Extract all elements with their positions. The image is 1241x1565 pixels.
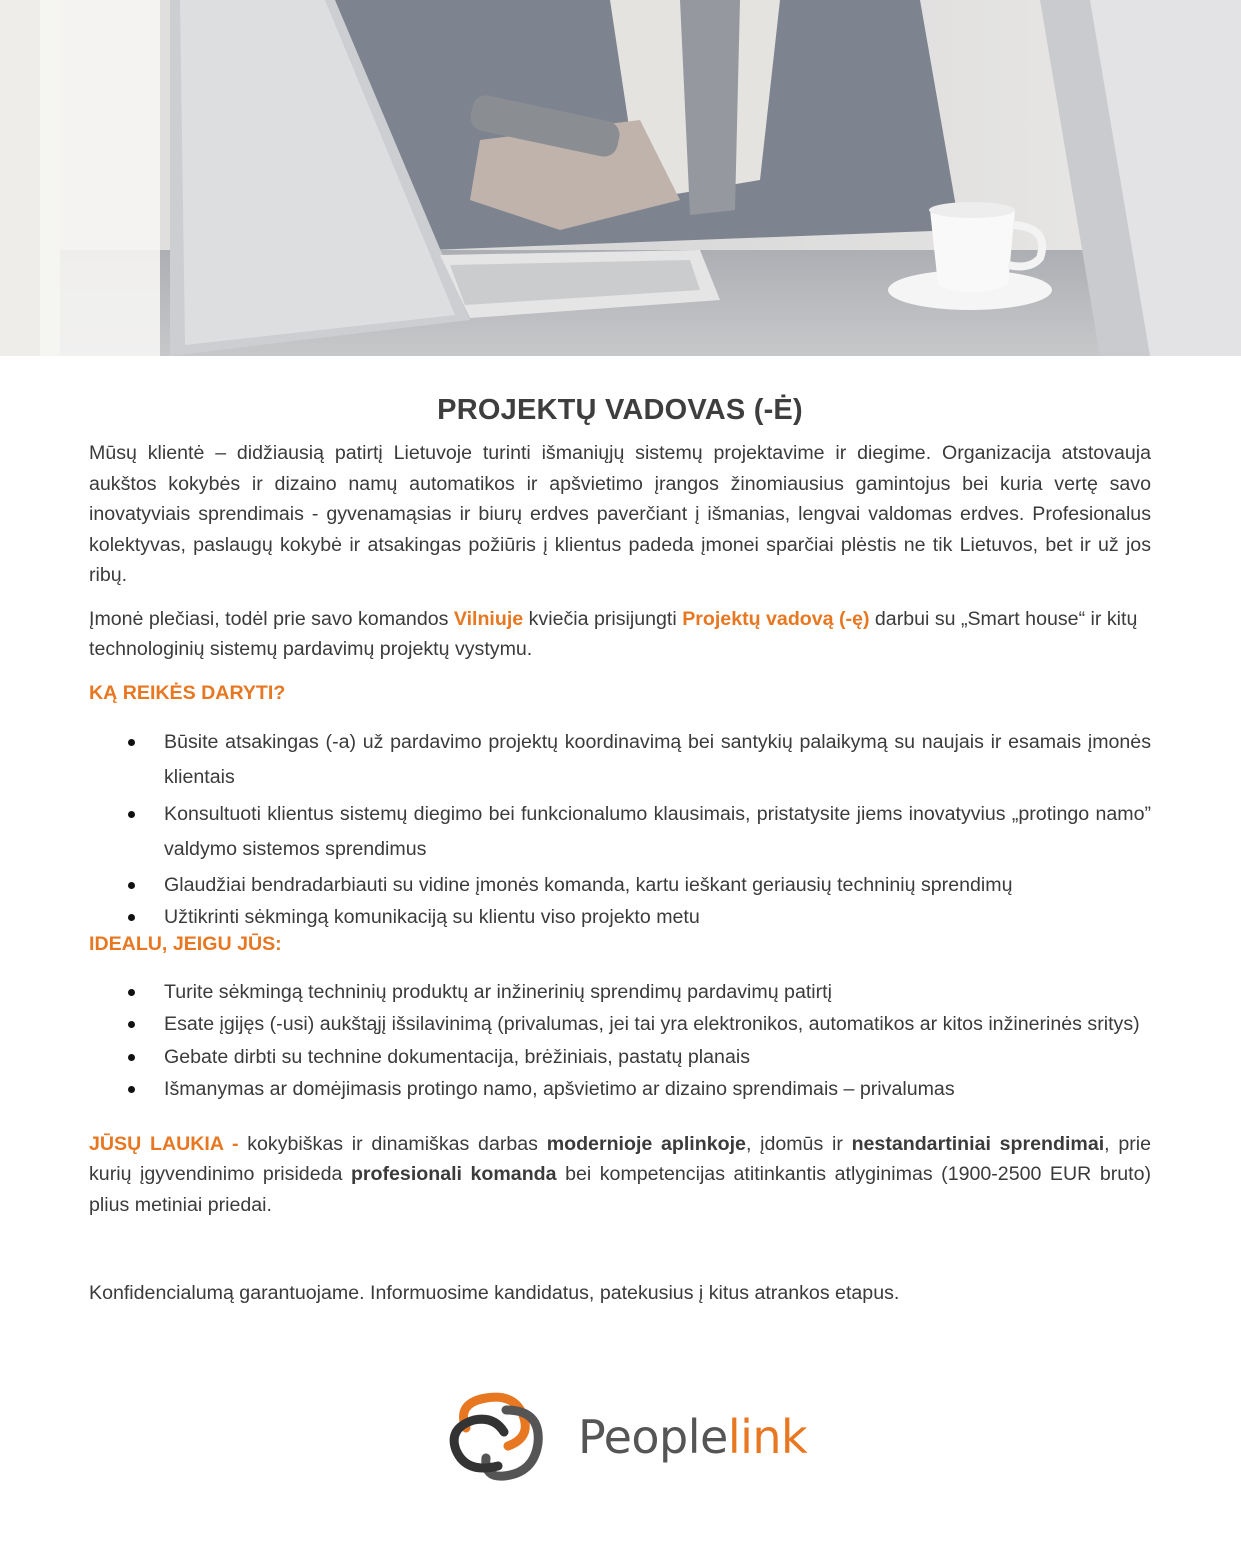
offer-text-3: , prie kurių įgyvendinimo prisideda <box>89 1132 1151 1185</box>
offer-lead: JŪSŲ LAUKIA - <box>89 1132 239 1155</box>
list-item <box>89 1009 1151 1040</box>
bullet-icon <box>128 882 135 889</box>
bullet-icon <box>128 1086 135 1093</box>
logo-text-main: People <box>578 1410 728 1464</box>
duties-list <box>89 725 1151 933</box>
bullet-icon <box>128 1054 135 1061</box>
bullet-icon <box>128 914 135 921</box>
list-item-text: Turite sėkmingą techninių produktų ar inžinerinių sprendimų pardavimų patirtį <box>164 980 832 1003</box>
bullet-icon <box>128 739 135 746</box>
list-item-text: Esate įgijęs (-usi) aukštąjį išsilavinimą (privalumas, jei tai yra elektronikos, automatikos ar kitos inžinerinės sritys) <box>164 1013 1140 1035</box>
confidentiality-note: Konfidencialumą garantuojame. Informuosime kandidatus, patekusius į kitus atrankos etapus. <box>89 1282 900 1304</box>
ad-content <box>89 386 1151 1309</box>
logo-wordmark <box>578 1410 807 1464</box>
page-title: PROJEKTŲ VADOVAS (-Ė) <box>437 394 803 426</box>
list-item <box>89 1074 1151 1105</box>
bullet-icon <box>128 989 135 996</box>
list-item <box>89 869 1151 901</box>
invite-text-2: kviečia prisijungti <box>523 607 683 630</box>
offer-text-1: kokybiškas ir dinamiškas darbas <box>238 1132 547 1155</box>
bullet-icon <box>128 811 135 818</box>
offer-bold-1: modernioje aplinkoje <box>546 1132 746 1155</box>
invite-text-1: Įmonė plečiasi, todėl prie savo komandos <box>89 607 454 630</box>
list-item-text: Gebate dirbti su technine dokumentacija, brėžiniais, pastatų planais <box>164 1045 750 1068</box>
offer-text-2: , įdomūs ir <box>745 1132 852 1155</box>
offer-bold-3: profesionali komanda <box>350 1163 557 1185</box>
bullet-icon <box>128 1021 135 1028</box>
list-item-text: Išmanymas ar domėjimasis protingo namo, apšvietimo ar dizaino sprendimais – privalumas <box>164 1078 955 1100</box>
list-item <box>89 901 1151 933</box>
list-item-text: Užtikrinti sėkmingą komunikaciją su klientu viso projekto metu <box>164 905 700 928</box>
location-highlight: Vilniuje <box>453 607 524 630</box>
duties-heading: KĄ REIKĖS DARYTI? <box>89 681 286 704</box>
invite-text-3: darbui su „Smart house“ ir kitų technologinių sistemų pardavimų projektų vystymu. <box>89 607 1138 660</box>
invite-paragraph <box>89 604 1151 665</box>
hero-photo <box>0 0 1241 356</box>
requirements-heading: IDEALU, JEIGU JŪS: <box>89 932 282 955</box>
list-item-text: Glaudžiai bendradarbiauti su vidine įmonės komanda, kartu ieškant geriausių techninių sprendimų <box>164 873 1013 896</box>
list-item-text: Būsite atsakingas (-a) už pardavimo projektų koordinavimą bei santykių palaikymą su naujais ir esamais įmonės klientais <box>164 730 1151 788</box>
offer-paragraph <box>89 1129 1151 1221</box>
company-logo <box>446 1388 808 1484</box>
logo-text-accent: link <box>727 1410 808 1464</box>
role-highlight: Projektų vadovą (-ę) <box>682 607 870 630</box>
intro-paragraph: Mūsų klientė – didžiausią patirtį Lietuvoje turinti išmaniųjų sistemų projektavime ir diegime. Organizacija atstovauja aukštos kokybės ir dizaino namų automatikos ir apšvietimo įrangos žinomiausius gamintojus bei kuria vertę savo inovatyviais sprendimais - gyvenamąsias ir biurų erdves paverčiant į išmanias, lengvai valdomas erdves. Profesionalus kolektyvas, paslaugų kokybė ir atsakingas požiūris į klientus padeda įmonei sparčiai plėstis ne tik Lietuvos, bet ir už jos ribų. <box>89 442 1151 586</box>
list-item <box>89 725 1151 795</box>
list-item <box>89 977 1151 1008</box>
offer-text-4: bei kompetencijas atitinkantis atlyginimas (1900-2500 EUR bruto) plius metiniai priedai. <box>89 1163 1152 1216</box>
peoplelink-knot-icon <box>446 1388 556 1484</box>
list-item <box>89 1042 1151 1073</box>
requirements-list <box>89 977 1151 1105</box>
list-item <box>89 797 1151 867</box>
offer-bold-2: nestandartiniai sprendimai <box>851 1132 1105 1155</box>
list-item-text: Konsultuoti klientus sistemų diegimo bei funkcionalumo klausimais, pristatysite jiems inovatyvius „protingo namo” valdymo sistemos sprendimus <box>164 802 1151 860</box>
